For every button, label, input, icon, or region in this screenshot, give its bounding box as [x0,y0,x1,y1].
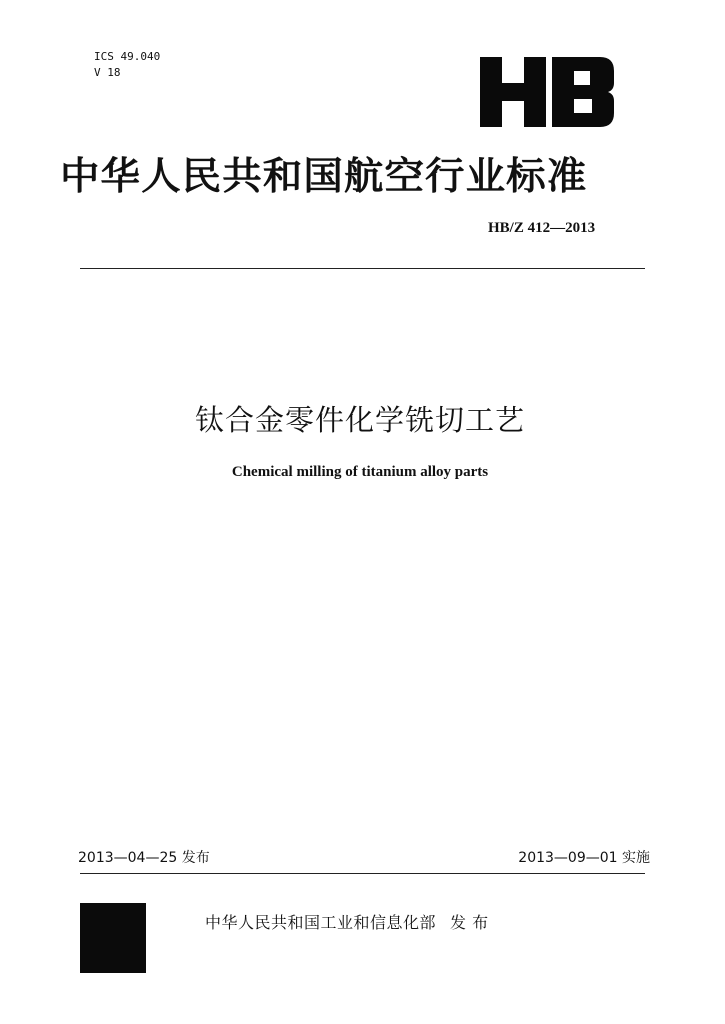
hb-logo [480,55,616,129]
publisher-name: 中华人民共和国工业和信息化部 [205,913,437,932]
standard-code: HB/Z 412—2013 [488,220,596,236]
top-divider [80,268,645,269]
ics-code: ICS 49.040 [94,50,161,63]
publisher-action: 发 布 [450,913,489,932]
bottom-divider [80,873,645,874]
document-title-en: Chemical milling of titanium alloy parts [231,464,489,480]
publisher-line [205,910,489,933]
issue-date: 2013—04—25 发布 [78,850,210,866]
implementation-date: 2013—09—01 实施 [518,850,650,866]
standard-title: 中华人民共和国航空行业标准 [60,154,588,198]
ccs-code: V 18 [94,66,121,79]
black-marker-block [80,903,146,973]
classification-codes [94,49,160,81]
document-title-cn: 钛合金零件化学铣切工艺 [194,403,525,437]
